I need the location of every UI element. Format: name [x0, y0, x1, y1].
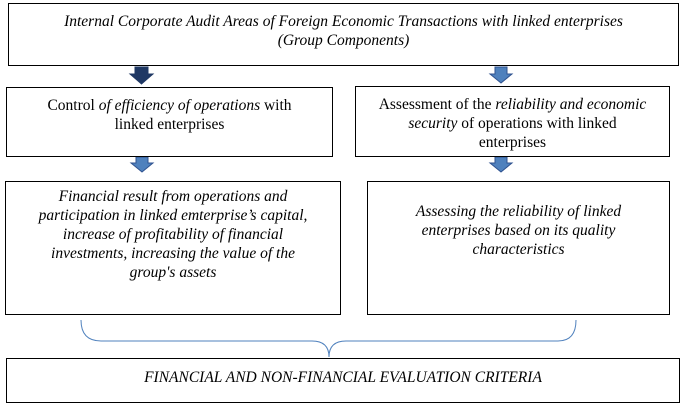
arrow-down-left-icon — [131, 157, 153, 172]
top-box-line2: (Group Components) — [277, 32, 410, 49]
left-mid-italic: of efficiency of operations — [98, 97, 261, 114]
top-box — [8, 3, 679, 66]
right-low-text: Assessing the reliability of linked enterprises based on its quality characteristics — [415, 203, 622, 258]
top-box-line1: Internal Corporate Audit Areas of Foreign Economic Transactions with linked enterprises — [64, 13, 623, 30]
left-low-box — [5, 181, 341, 315]
right-mid-suffix: of operations with linked enterprises — [457, 115, 617, 151]
arrow-down-top-left-icon — [130, 67, 153, 84]
left-mid-suffix: with linked enterprises — [114, 97, 292, 133]
left-mid-box — [6, 87, 333, 157]
right-low-box — [367, 181, 670, 315]
left-low-text: Financial result from operations and participation in linked emterprise’s capital, increase of profitability of financial investments, increasing the value of the group's assets — [38, 188, 308, 281]
arrow-down-right-icon — [490, 157, 512, 172]
bottom-box-text: FINANCIAL AND NON-FINANCIAL EVALUATION CRITERIA — [144, 369, 542, 386]
bottom-box — [6, 358, 680, 403]
right-mid-italic: reliability and economic security — [408, 96, 647, 132]
left-mid-prefix: Control — [47, 97, 99, 114]
right-mid-box — [355, 86, 670, 157]
arrow-down-top-right-icon — [490, 67, 512, 83]
right-mid-prefix: Assessment of the — [378, 96, 496, 113]
grouping-brace — [81, 320, 576, 357]
